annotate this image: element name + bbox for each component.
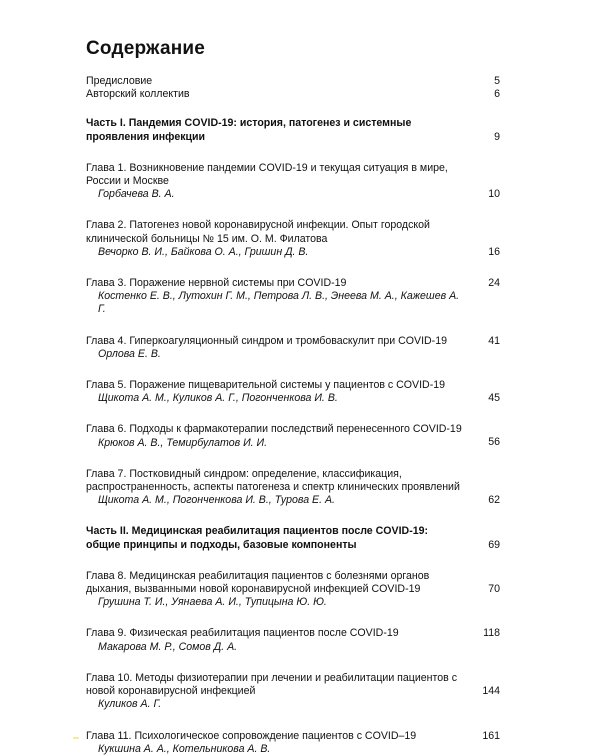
toc-chapter-authors: Щикота А. М., Куликов А. Г., Погонченкова И. В. bbox=[98, 392, 338, 405]
toc-entry-preface[interactable] bbox=[86, 75, 500, 88]
toc-entry-title: Предисловие bbox=[86, 75, 153, 87]
toc-chapter-page: 41 bbox=[488, 334, 500, 347]
table-of-contents bbox=[86, 75, 500, 756]
toc-chapter-title: Глава 3. Поражение нервной системы при COVID-19 bbox=[86, 277, 347, 290]
toc-chapter-title: Глава 4. Гиперкоагуляционный синдром и тромбоваскулит при COVID-19 bbox=[86, 334, 447, 347]
toc-chapter-page: 118 bbox=[483, 627, 500, 640]
toc-chapter-authors: Куликов А. Г. bbox=[98, 698, 162, 711]
toc-chapter-page: 161 bbox=[482, 729, 500, 742]
toc-chapter-1[interactable] bbox=[86, 162, 500, 202]
toc-chapter-authors: Кукшина А. А., Котельникова А. В. bbox=[98, 742, 271, 755]
toc-part-title: Часть I. Пандемия COVID-19: история, патогенез и системные проявления инфекции bbox=[86, 117, 412, 143]
toc-chapter-11[interactable] bbox=[86, 730, 500, 756]
toc-chapter-page: 62 bbox=[488, 493, 500, 506]
toc-chapter-page: 56 bbox=[488, 436, 500, 449]
toc-chapter-8[interactable] bbox=[86, 570, 500, 610]
toc-chapter-authors: Горбачева В. А. bbox=[98, 188, 175, 201]
toc-chapter-authors: Костенко Е. В., Лутохин Г. М., Петрова Л. В., Энеева М. А., Кажешев А. Г. bbox=[98, 290, 460, 316]
toc-chapter-10[interactable] bbox=[86, 672, 500, 712]
toc-chapter-3[interactable] bbox=[86, 277, 500, 317]
toc-chapter-page: 45 bbox=[488, 392, 500, 405]
toc-entry-authors-team[interactable] bbox=[86, 88, 500, 101]
toc-chapter-page: 16 bbox=[488, 245, 500, 258]
toc-chapter-title: Глава 10. Методы физиотерапии при лечении и реабилитации пациентов с новой коронавирусной инфекцией bbox=[86, 671, 458, 698]
toc-chapter-page: 144 bbox=[482, 684, 500, 697]
toc-chapter-authors: Макарова М. Р., Сомов Д. А. bbox=[98, 640, 238, 653]
toc-entry-page: 6 bbox=[494, 88, 500, 101]
toc-chapter-title: Глава 1. Возникновение пандемии COVID-19 и текущая ситуация в мире, России и Москве bbox=[86, 161, 448, 188]
toc-part-2[interactable] bbox=[86, 525, 500, 551]
toc-chapter-authors: Орлова Е. В. bbox=[98, 347, 161, 360]
toc-chapter-page: 10 bbox=[488, 188, 500, 201]
page-title: Содержание bbox=[86, 38, 206, 59]
toc-chapter-4[interactable] bbox=[86, 335, 500, 361]
toc-chapter-2[interactable] bbox=[86, 219, 500, 259]
toc-chapter-title: Глава 6. Подходы к фармакотерапии последствий перенесенного COVID-19 bbox=[86, 423, 462, 436]
toc-part-1[interactable] bbox=[86, 117, 500, 143]
toc-chapter-authors: Щикота А. М., Погонченкова И. В., Турова Е. А. bbox=[98, 494, 335, 507]
toc-chapter-page: 24 bbox=[488, 277, 500, 290]
toc-chapter-title: Глава 8. Медицинская реабилитация пациентов с болезнями органов дыхания, вызванными новой коронавирусной инфекцией COVID-19 bbox=[86, 569, 430, 596]
toc-chapter-title: Глава 5. Поражение пищеварительной системы у пациентов с COVID-19 bbox=[86, 379, 446, 392]
toc-part-page: 9 bbox=[494, 130, 500, 143]
toc-chapter-7[interactable] bbox=[86, 468, 500, 508]
toc-chapter-6[interactable] bbox=[86, 423, 500, 449]
scan-speck bbox=[73, 737, 79, 739]
toc-entry-title: Авторский коллектив bbox=[86, 88, 190, 101]
toc-chapter-title: Глава 2. Патогенез новой коронавирусной инфекции. Опыт городской клинической больницы № 15 им. О. М. Филатова bbox=[86, 219, 430, 245]
toc-chapter-9[interactable] bbox=[86, 627, 500, 653]
toc-chapter-5[interactable] bbox=[86, 379, 500, 405]
toc-entry-page: 5 bbox=[494, 75, 500, 87]
toc-chapter-authors: Грушина Т. И., Уянаева А. И., Тупицына Ю. Ю. bbox=[98, 596, 327, 609]
toc-part-page: 69 bbox=[488, 538, 500, 551]
toc-chapter-title: Глава 7. Постковидный синдром: определение, классификация, распространенность, аспекты патогенеза и спектр клинических проявлений bbox=[86, 467, 460, 494]
toc-chapter-title: Глава 11. Психологическое сопровождение пациентов с COVID–19 bbox=[86, 729, 417, 742]
toc-chapter-authors: Вечорко В. И., Байкова О. А., Гришин Д. В. bbox=[98, 245, 309, 258]
toc-chapter-page: 70 bbox=[488, 582, 500, 595]
toc-part-title: Часть II. Медицинская реабилитация пациентов после COVID-19: общие принципы и подходы, базовые компоненты bbox=[86, 525, 429, 551]
toc-chapter-authors: Крюков А. В., Темирбулатов И. И. bbox=[98, 436, 268, 449]
toc-chapter-title: Глава 9. Физическая реабилитация пациентов после COVID-19 bbox=[86, 627, 399, 640]
